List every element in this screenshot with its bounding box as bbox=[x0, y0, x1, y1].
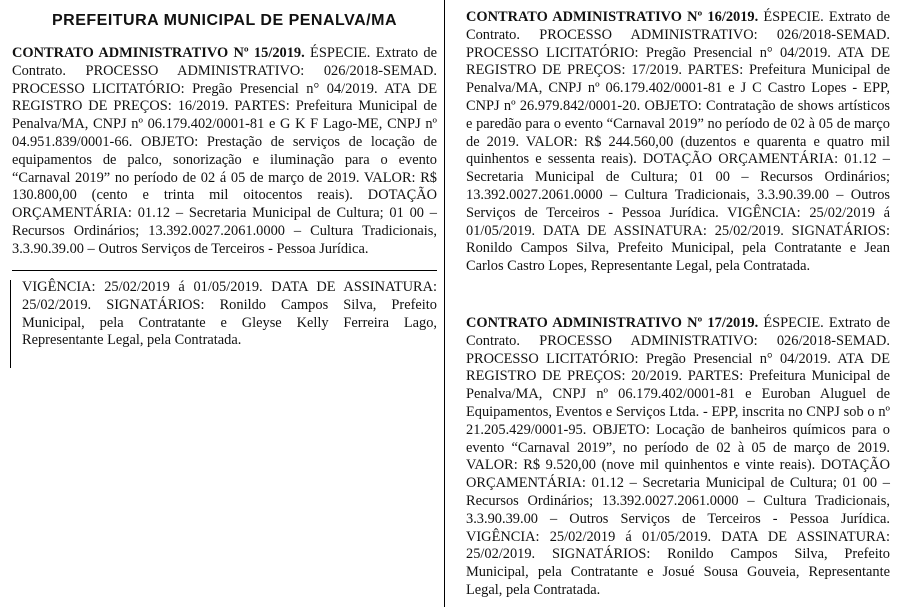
contract-16-text bbox=[466, 9, 890, 276]
contract-15-body: ÉSPECIE. Extrato de Contrato. PROCESSO ADMINISTRATIVO: 026/2018-SEMAD. PROCESSO LICITATÓRIO: Pregão Presencial n° 04/2019. ATA DE REGISTRO DE PREÇOS: 16/2019. PARTES: Prefeitura Municipal de Penalva/MA, CNPJ nº 06.179.402/0001-81 e G K F Lago-ME, CNPJ nº 04.951.839/0001-66. OBJETO: Prestação de serviços de locação de equipamentos de palco, sonorização e iluminação para o evento “Carnaval 2019” no período de 02 á 05 de março de 2019. VALOR: R$ 130.800,00 (cento e trinta mil oitocentos reais). DOTAÇÃO ORÇAMENTÁRIA: 01.12 – Secretaria Municipal de Cultura; 01 00 – Recursos Ordinários; 13.392.0027.2061.0000 – Cultura Tradicionais, 3.3.90.39.00 – Outros Serviços de Terceiros - Pessoa Jurídica. bbox=[12, 45, 437, 257]
contract-16-heading: CONTRATO ADMINISTRATIVO Nº 16/2019. bbox=[466, 9, 759, 25]
left-margin-rule bbox=[10, 280, 11, 368]
contract-15-continuation: VIGÊNCIA: 25/02/2019 á 01/05/2019. DATA DE ASSINATURA: 25/02/2019. SIGNATÁRIOS: Ronildo Campos Silva, Prefeito Municipal, pela Contratante e Gleyse Kelly Ferreira Lago, Representante Legal, pela Contratada. bbox=[22, 279, 437, 349]
contract-17-heading: CONTRATO ADMINISTRATIVO Nº 17/2019. bbox=[466, 315, 759, 331]
page-title: PREFEITURA MUNICIPAL DE PENALVA/MA bbox=[51, 12, 397, 29]
section-divider bbox=[12, 270, 437, 271]
contract-17-body: ÉSPECIE. Extrato de Contrato. PROCESSO ADMINISTRATIVO: 026/2018-SEMAD. PROCESSO LICITATÓRIO: Pregão Presencial n° 04/2019. ATA DE REGISTRO DE PREÇOS: 20/2019. PARTES: Prefeitura Municipal de Penalva/MA, CNPJ nº 06.179.402/0001-81 e Euroban Aluguel de Equipamentos, Eventos e Serviços Ltda. - EPP, inscrita no CNPJ sob o nº 21.205.429/0001-95. OBJETO: Locação de banheiros químicos para o evento “Carnaval 2019”, no período de 02 à 05 de março de 2019. VALOR: R$ 9.520,00 (nove mil quinhentos e vinte reais). DOTAÇÃO ORÇAMENTÁRIA: 01.12 – Secretaria Municipal de Cultura; 01 00 – Recursos Ordinários; 13.392.0027.2061.0000 – Cultura Tradicionais, 3.3.90.39.00 – Outros Serviços de Terceiros - Pessoa Jurídica. VIGÊNCIA: 25/02/2019 á 01/05/2019. DATA DE ASSINATURA: 25/02/2019. SIGNATÁRIOS: Ronildo Campos Silva, Prefeito Municipal, pela Contratante e Josué Sousa Gouveia, Representante Legal, pela Contratada. bbox=[466, 315, 890, 598]
column-divider bbox=[444, 0, 445, 607]
contract-17-text bbox=[466, 315, 890, 600]
contract-15-text bbox=[12, 45, 437, 259]
contract-15-heading: CONTRATO ADMINISTRATIVO Nº 15/2019. bbox=[12, 45, 305, 61]
contract-16-body: ÉSPECIE. Extrato de Contrato. PROCESSO ADMINISTRATIVO: 026/2018-SEMAD. PROCESSO LICITATÓRIO: Pregão Presencial n° 04/2019. ATA DE REGISTRO DE PREÇOS: 17/2019. PARTES: Prefeitura Municipal de Penalva/MA, CNPJ nº 06.179.402/0001-81 e J C Castro Lopes - EPP, CNPJ nº 26.979.842/0001-20. OBJETO: Contratação de shows artísticos e paredão para o evento “Carnaval 2019” no período de 02 à 05 de março de 2019. VALOR: R$ 244.560,00 (duzentos e quarenta e quatro mil quinhentos e sessenta reais). DOTAÇÃO ORÇAMENTÁRIA: 01.12 – Secretaria Municipal de Cultura; 01 00 – Recursos Ordinários; 13.392.0027.2061.0000 – Cultura Tradicionais, 3.3.90.39.00 – Outros Serviços de Terceiros - Pessoa Jurídica. VIGÊNCIA: 25/02/2019 á 01/05/2019. DATA DE ASSINATURA: 25/02/2019. SIGNATÁRIOS: Ronildo Campos Silva, Prefeito Municipal, pela Contratante e Jean Carlos Castro Lopes, Representante Legal, pela Contratada. bbox=[466, 9, 890, 275]
